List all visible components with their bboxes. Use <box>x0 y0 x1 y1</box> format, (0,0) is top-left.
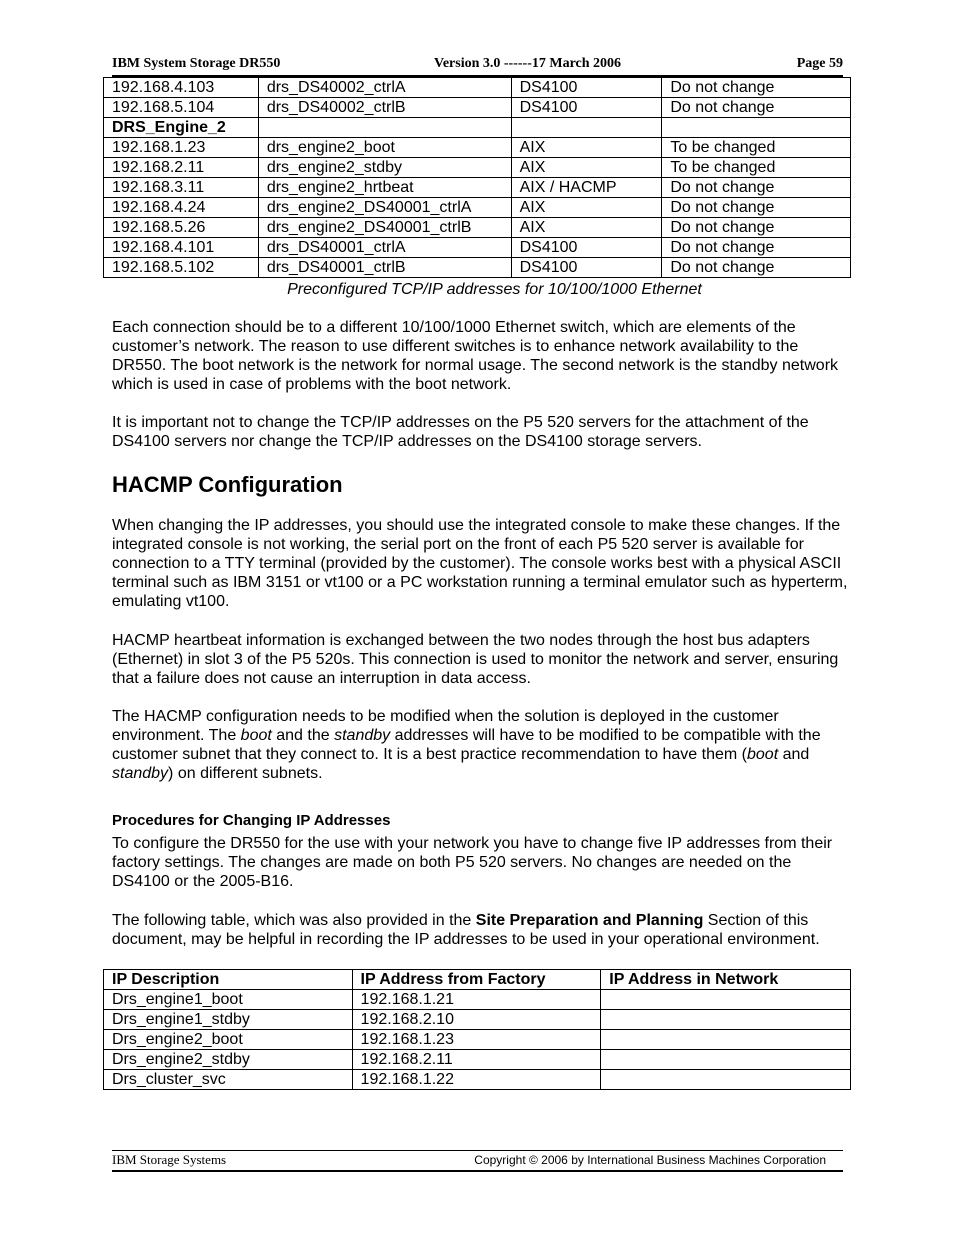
table-cell: 192.168.2.10 <box>352 1010 601 1030</box>
table-cell: 192.168.1.23 <box>104 138 259 158</box>
table-cell: drs_DS40002_ctrlB <box>258 98 511 118</box>
footer-company: IBM Storage Systems <box>112 1152 227 1167</box>
ip-recording-table <box>103 969 851 1090</box>
table-cell: 192.168.2.11 <box>352 1050 601 1070</box>
p5-text-c: and the <box>271 727 335 744</box>
column-header: IP Address in Network <box>601 970 851 990</box>
network-address-cell <box>601 990 851 1010</box>
table-cell: 192.168.5.104 <box>104 98 259 118</box>
paragraph-console: When changing the IP addresses, you should use the integrated console to make these changes. If the integrated console is not working, the serial port on the front of each P5 520 server is available for connection to a TTY terminal (provided by the customer). The console works best with a physical ASCII terminal such as IBM 3151 or vt100 or a PC workstation running a terminal emulator such as hyperterm, emulating vt100. <box>112 517 848 610</box>
table-cell: DS4100 <box>511 98 662 118</box>
table-row <box>104 238 851 258</box>
table-cell: Do not change <box>662 218 851 238</box>
address-table-body <box>104 78 851 278</box>
table-cell: DS4100 <box>511 78 662 98</box>
table-cell: DRS_Engine_2 <box>104 118 259 138</box>
p5-text-g: and <box>778 746 810 763</box>
table-cell: DS4100 <box>511 238 662 258</box>
table-row <box>104 198 851 218</box>
network-address-cell <box>601 1010 851 1030</box>
table-cell: 192.168.1.22 <box>352 1070 601 1090</box>
page-footer <box>112 1152 843 1172</box>
column-header: IP Address from Factory <box>352 970 601 990</box>
table-cell: AIX <box>511 158 662 178</box>
footer-copyright: Copyright © 2006 by International Business Machines Corporation <box>474 1153 826 1167</box>
table-row <box>104 1010 851 1030</box>
table-cell: drs_DS40002_ctrlA <box>258 78 511 98</box>
table-cell: drs_engine2_stdby <box>258 158 511 178</box>
p5-boot-term: boot <box>240 727 272 744</box>
table-row <box>104 218 851 238</box>
column-header: IP Description <box>104 970 353 990</box>
table-row <box>104 1050 851 1070</box>
table-cell: Drs_engine1_stdby <box>104 1010 353 1030</box>
table-cell: 192.168.5.26 <box>104 218 259 238</box>
network-address-cell <box>601 1030 851 1050</box>
header-page-number: Page 59 <box>796 56 843 71</box>
table-cell: drs_DS40001_ctrlB <box>258 258 511 278</box>
table-cell: AIX <box>511 198 662 218</box>
table-cell: 192.168.2.11 <box>104 158 259 178</box>
table-cell: Do not change <box>662 78 851 98</box>
table-row <box>104 118 851 138</box>
table-row <box>104 258 851 278</box>
table-caption: Preconfigured TCP/IP addresses for 10/100/1000 Ethernet <box>287 281 702 298</box>
table-row <box>104 1030 851 1050</box>
paragraph-hacmp-config <box>112 707 852 783</box>
network-address-cell <box>601 1070 851 1090</box>
table-row <box>104 158 851 178</box>
table-cell: AIX <box>511 218 662 238</box>
table-cell: drs_engine2_hrtbeat <box>258 178 511 198</box>
table-cell: 192.168.5.102 <box>104 258 259 278</box>
section-heading: HACMP Configuration <box>112 472 343 497</box>
table-cell: Do not change <box>662 98 851 118</box>
p5-text-i: ) on different subnets. <box>168 765 323 782</box>
table-cell: Do not change <box>662 198 851 218</box>
preconfigured-address-table <box>103 77 851 278</box>
subsection-heading: Procedures for Changing IP Addresses <box>112 812 391 829</box>
table-row <box>104 138 851 158</box>
table-cell: AIX / HACMP <box>511 178 662 198</box>
network-address-cell <box>601 1050 851 1070</box>
table-cell: drs_engine2_DS40001_ctrlA <box>258 198 511 218</box>
p7-text-c: Section of this document, may be helpful in recording the IP addresses to be used in your operational environment. <box>112 912 820 948</box>
table-row <box>104 178 851 198</box>
table-cell: drs_DS40001_ctrlA <box>258 238 511 258</box>
ip-table-body <box>104 990 851 1090</box>
p7-text-a: The following table, which was also provided in the <box>112 912 476 929</box>
footer-rule <box>112 1150 843 1151</box>
table-cell: Drs_engine2_stdby <box>104 1050 353 1070</box>
table-cell: To be changed <box>662 158 851 178</box>
table-cell: Drs_engine2_boot <box>104 1030 353 1050</box>
table-cell: Do not change <box>662 258 851 278</box>
table-row <box>104 1070 851 1090</box>
table-cell: Do not change <box>662 178 851 198</box>
table-cell: AIX <box>511 138 662 158</box>
table-cell: Drs_cluster_svc <box>104 1070 353 1090</box>
table-cell <box>511 118 662 138</box>
ip-table-head <box>104 970 851 990</box>
paragraph-switches: Each connection should be to a different 10/100/1000 Ethernet switch, which are elements of the customer’s network. The reason to use different switches is to enhance network availability to the DR550. The boot network is the network for normal usage. The second network is the standby network which is used in case of problems with the boot network. <box>112 319 839 393</box>
paragraph-do-not-change: It is important not to change the TCP/IP addresses on the P5 520 servers for the attachment of the DS4100 servers nor change the TCP/IP addresses on the DS4100 storage servers. <box>112 414 809 450</box>
table-cell: Drs_engine1_boot <box>104 990 353 1010</box>
p5-standby-term: standby <box>334 727 391 744</box>
table-cell: DS4100 <box>511 258 662 278</box>
table-cell: 192.168.1.23 <box>352 1030 601 1050</box>
header-document-title: IBM System Storage DR550 <box>112 56 281 71</box>
page-header <box>112 56 843 77</box>
table-row <box>104 98 851 118</box>
table-row <box>104 78 851 98</box>
table-cell: 192.168.4.103 <box>104 78 259 98</box>
table-cell: drs_engine2_DS40001_ctrlB <box>258 218 511 238</box>
paragraph-configure: To configure the DR550 for the use with your network you have to change five IP addresses from their factory settings. The changes are made on both P5 520 servers. No changes are needed on the DS4100 or the 2005-B16. <box>112 835 833 890</box>
paragraph-heartbeat: HACMP heartbeat information is exchanged between the two nodes through the host bus adapters (Ethernet) in slot 3 of the P5 520s. This connection is used to monitor the network and server, ensuring that a failure does not cause an interruption in data access. <box>112 632 839 687</box>
paragraph-following-table <box>112 911 852 949</box>
table-cell: 192.168.4.101 <box>104 238 259 258</box>
header-version: Version 3.0 ------17 March 2006 <box>434 56 622 71</box>
table-row <box>104 990 851 1010</box>
p7-section-reference: Site Preparation and Planning <box>475 912 704 929</box>
p5-standby-term-2: standby <box>112 765 169 782</box>
p5-text-a: The HACMP configuration needs to be modified when the solution is deployed in the customer environment. The <box>112 708 779 744</box>
table-cell: 192.168.1.21 <box>352 990 601 1010</box>
table-cell: To be changed <box>662 138 851 158</box>
table-cell: 192.168.3.11 <box>104 178 259 198</box>
p5-text-e: addresses will have to be modified to be compatible with the customer subnet that they connect to. It is a best practice recommendation to have them ( <box>112 727 821 763</box>
table-cell <box>258 118 511 138</box>
table-cell <box>662 118 851 138</box>
table-header-row <box>104 970 851 990</box>
table-cell: 192.168.4.24 <box>104 198 259 218</box>
table-cell: Do not change <box>662 238 851 258</box>
table-cell: drs_engine2_boot <box>258 138 511 158</box>
p5-boot-term-2: boot <box>747 746 779 763</box>
